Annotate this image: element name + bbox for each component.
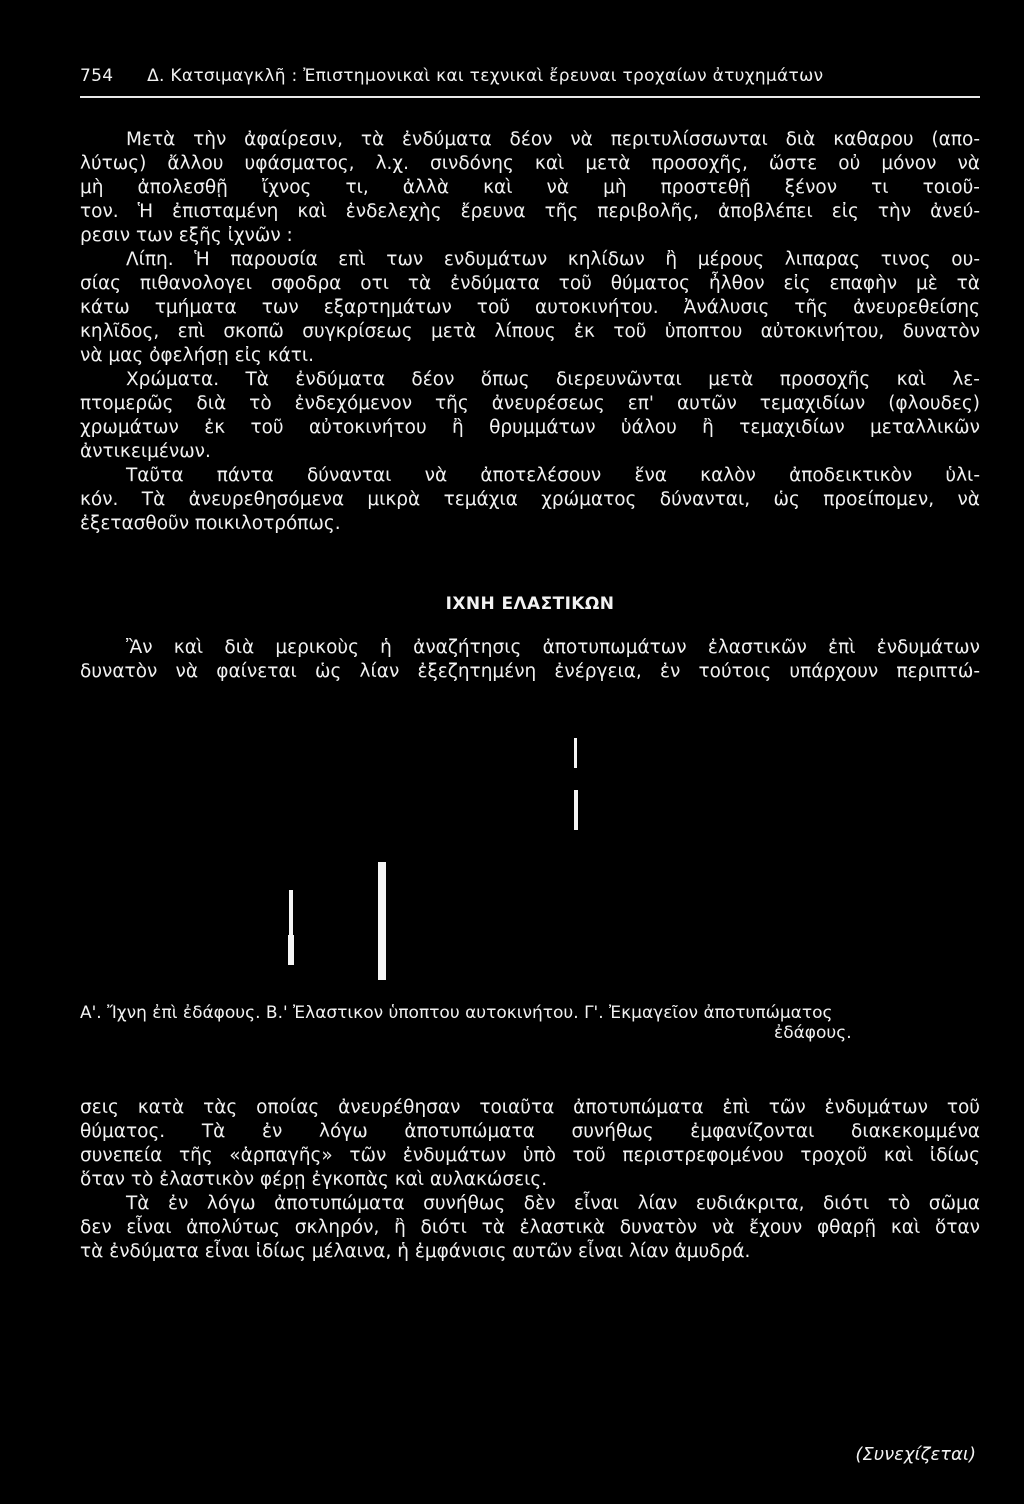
tire-mark-stroke — [378, 862, 386, 980]
text-line: ὅταν τὸ ἐλαστικὸν φέρῃ ἐγκοπὰς καὶ αυλακώσεις. — [80, 1169, 548, 1190]
text-line: θύματος. Τὰ ἐν λόγω ἀποτυπώματα συνήθως ἐμφανίζονται διακεκομμένα — [80, 1121, 980, 1142]
section-heading: ΙΧΝΗ ΕΛΑΣΤΙΚΩΝ — [445, 594, 615, 614]
text-line: λύτως) ἄλλου υφάσματος, λ.χ. σινδόνης καὶ μετὰ προσοχῆς, ὥστε οὐ μόνον νὰ — [80, 153, 980, 174]
text-line: Τὰ ἐν λόγω ἀποτυπώματα συνήθως δὲν εἶναι λίαν ευδιάκριτα, διότι τὸ σῶμα — [126, 1193, 980, 1214]
figure-caption — [80, 1003, 980, 1043]
text-line: Μετὰ τὴν ἀφαίρεσιν, τὰ ἐνδύματα δέον νὰ περιτυλίσσωνται διὰ καθαρου (απο- — [126, 129, 980, 150]
running-title: Δ. Κατσιμαγκλῆ : Ἐπιστημονικαὶ και τεχνικαὶ ἔρευναι τροχαίων ἀτυχημάτων — [147, 66, 824, 86]
text-line: ἐξετασθοῦν ποικιλοτρόπως. — [80, 513, 341, 534]
text-line: μὴ ἀπολεσθῇ ἴχνος τι, ἀλλὰ καὶ νὰ μὴ προστεθῇ ξένον τι τοιοῦ- — [80, 177, 980, 198]
running-header — [80, 66, 980, 86]
text-line: Ταῦτα πάντα δύνανται νὰ ἀποτελέσουν ἕνα καλὸν ἀποδεικτικὸν ὑλι- — [126, 465, 980, 486]
paragraph-block-bottom — [80, 1096, 980, 1264]
text-line: σίας πιθανολογει σφοδρα οτι τὰ ἐνδύματα τοῦ θύματος ἦλθον εἰς επαφὴν μὲ τὰ — [80, 273, 980, 294]
tire-mark-stroke — [288, 935, 294, 965]
text-line: δυνατὸν νὰ φαίνεται ὡς λίαν ἐξεζητημένη ἐνέργεια, ἐν τούτοις υπάρχουν περιπτώ- — [80, 661, 980, 682]
text-line: τὰ ἐνδύματα εἶναι ἰδίως μέλαινα, ἡ ἐμφάνισις αυτῶν εἶναι λίαν ἀμυδρά. — [80, 1241, 751, 1262]
text-line: ἀντικειμένων. — [80, 441, 211, 462]
text-line: κηλῖδος, επὶ σκοπῶ συγκρίσεως μετὰ λίπους ἐκ τοῦ ὑποπτου αὐτοκινήτου, δυνατὸν — [80, 321, 980, 342]
text-line: Λίπη. Ἡ παρουσία επὶ των ενδυμάτων κηλίδων ἢ μέρους λιπαρας τινος ου- — [126, 249, 980, 270]
text-line: χρωμάτων ἐκ τοῦ αὐτοκινήτου ἢ θρυμμάτων ὑάλου ἢ τεμαχιδίων μεταλλικῶν — [80, 417, 980, 438]
header-rule — [80, 96, 980, 98]
text-line: σεις κατὰ τὰς οποίας ἀνευρέθησαν τοιαῦτα ἀποτυπώματα ἐπὶ τῶν ἐνδυμάτων τοῦ — [80, 1097, 980, 1118]
text-line: Ἂν καὶ διὰ μερικοὺς ἡ ἀναζήτησις ἀποτυπωμάτων ἐλαστικῶν ἐπὶ ἐνδυμάτων — [126, 637, 980, 658]
continuation-note: (Συνεχίζεται) — [855, 1444, 976, 1465]
text-line: κόν. Τὰ ἀνευρεθησόμενα μικρὰ τεμάχια χρώματος δύνανται, ὡς προείπομεν, νὰ — [80, 489, 980, 510]
paragraph-block-mid — [80, 636, 980, 684]
figure-caption-line: Α'. Ἴχνη ἐπὶ ἐδάφους. Β.' Ἐλαστικον ὑποπτου αυτοκινήτου. Γ'. Ἐκμαγεῖον ἀποτυπώματος — [80, 1003, 833, 1023]
text-line: ρεσιν των εξῆς ἰχνῶν : — [80, 225, 293, 246]
text-line: τον. Ἡ ἐπισταμένη καὶ ἐνδελεχὴς ἔρευνα τῆς περιβολῆς, ἀποβλέπει εἰς τὴν ἀνεύ- — [80, 201, 980, 222]
paragraph-block-top — [80, 128, 980, 536]
page-number: 754 — [80, 66, 114, 86]
tire-mark-stroke — [574, 738, 577, 768]
text-line: συνεπεία τῆς «ἁρπαγῆς» τῶν ἐνδυμάτων ὑπὸ τοῦ περιστρεφομένου τροχοῦ καὶ ἰδίως — [80, 1145, 980, 1166]
text-line: κάτω τμήματα των εξαρτημάτων τοῦ αυτοκινήτου. Ἀνάλυσις τῆς ἀνευρεθείσης — [80, 297, 980, 318]
text-line: νὰ μας ὀφελήσῃ εἰς κάτι. — [80, 345, 315, 366]
text-line: Χρώματα. Τὰ ἐνδύματα δέον ὅπως διερευνῶνται μετὰ προσοχῆς καὶ λε- — [126, 369, 980, 390]
figure-caption-line: ἐδάφους. — [774, 1023, 852, 1043]
text-line: πτομερῶς διὰ τὸ ἐνδεχόμενον τῆς ἀνευρέσεως επ' αυτῶν τεμαχιδίων (φλουδες) — [80, 393, 980, 414]
tire-mark-stroke — [574, 790, 578, 830]
text-line: δεν εἶναι ἀπολύτως σκληρόν, ἢ διότι τὰ ἐλαστικὰ δυνατὸν νὰ ἔχουν φθαρῇ καὶ ὅταν — [80, 1217, 980, 1238]
